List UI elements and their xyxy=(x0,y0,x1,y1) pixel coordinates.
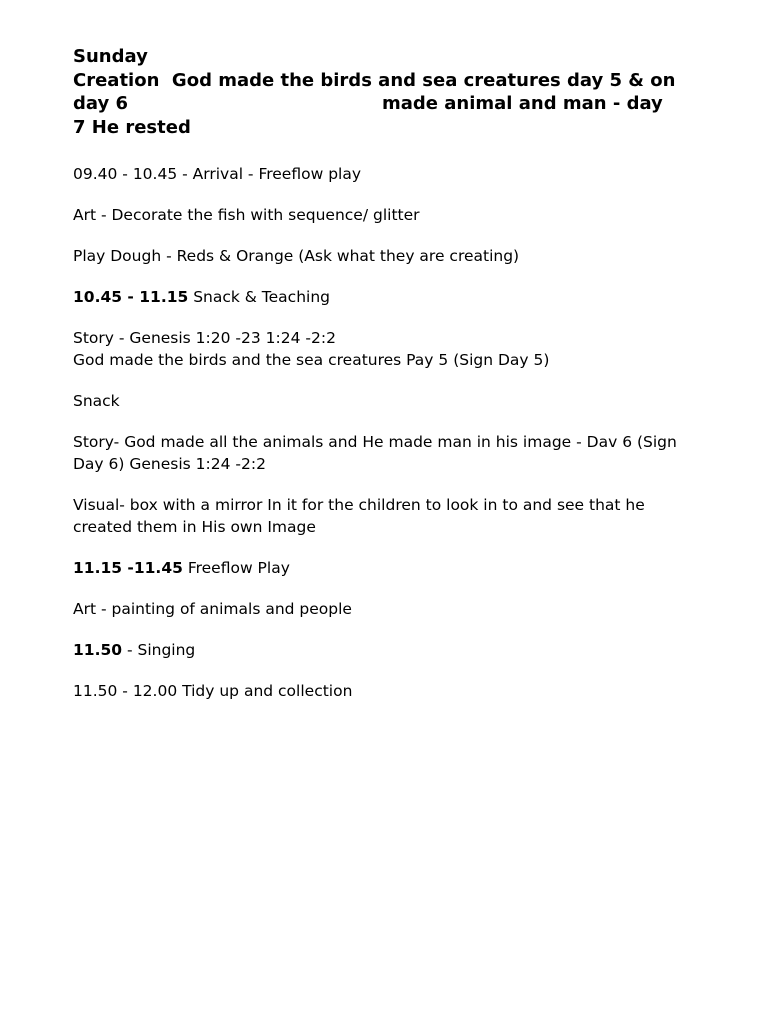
story-animals-item xyxy=(73,431,713,475)
title-line-3 xyxy=(73,92,713,116)
snack-item xyxy=(73,390,713,412)
document-page xyxy=(73,45,713,721)
playdough-text: Play Dough - Reds & Orange (Ask what they are creating) xyxy=(73,247,520,265)
art-fish-text: Art - Decorate the fish with sequence/ glitter xyxy=(73,206,420,224)
art-fish-item xyxy=(73,204,713,226)
freeflow-item xyxy=(73,557,713,579)
singing-item xyxy=(73,639,713,661)
singing-label: - Singing xyxy=(122,641,196,659)
story-birds-item xyxy=(73,327,713,371)
visual-line-1: Visual- box with a mirror In it for the children to look in to and see that he xyxy=(73,496,645,514)
snack-teaching-label: Snack & Teaching xyxy=(188,288,330,306)
title-day6: day 6 xyxy=(73,93,129,114)
arrival-item xyxy=(73,163,713,185)
snack-teaching-time: 10.45 - 11.15 xyxy=(73,288,189,306)
story-birds-reference: Story - Genesis 1:20 -23 1:24 -2:2 xyxy=(73,329,336,347)
freeflow-label: Freeflow Play xyxy=(182,559,290,577)
snack-teaching-item xyxy=(73,286,713,308)
singing-time: 11.50 xyxy=(73,641,123,659)
document-title xyxy=(73,45,713,139)
visual-item xyxy=(73,494,713,538)
story-animals-line-2: Day 6) Genesis 1:24 -2:2 xyxy=(73,455,266,473)
title-rested: 7 He rested xyxy=(73,116,191,138)
freeflow-time: 11.15 -11.45 xyxy=(73,559,183,577)
tidy-text: 11.50 - 12.00 Tidy up and collection xyxy=(73,682,353,700)
art-painting-item xyxy=(73,598,713,620)
visual-line-2: created them in His own Image xyxy=(73,518,316,536)
story-animals-line-1: Story- God made all the animals and He made man in his image - Dav 6 (Sign xyxy=(73,433,677,451)
title-animal-man: made animal and man - day xyxy=(382,93,663,114)
title-day: Sunday xyxy=(73,46,148,67)
arrival-text: 09.40 - 10.45 - Arrival - Freeflow play xyxy=(73,165,362,183)
story-birds-text: God made the birds and the sea creatures Pay 5 (Sign Day 5) xyxy=(73,351,550,369)
title-creation: Creation God made the birds and sea creatures day 5 & on xyxy=(73,69,676,91)
snack-text: Snack xyxy=(73,392,120,410)
art-painting-text: Art - painting of animals and people xyxy=(73,600,352,618)
tidy-item xyxy=(73,680,713,702)
playdough-item xyxy=(73,245,713,267)
